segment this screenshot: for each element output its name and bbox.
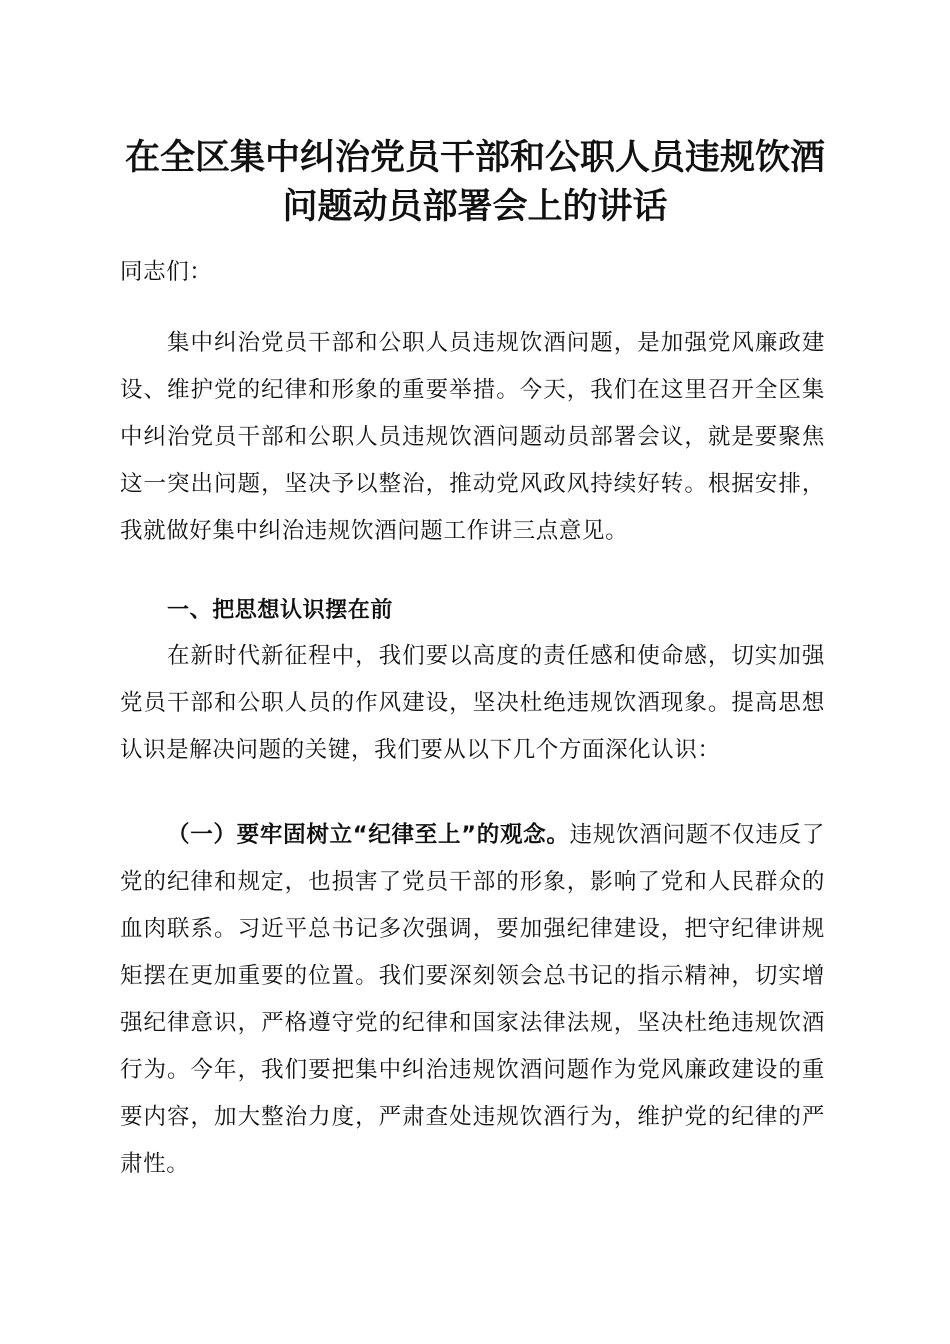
paragraph-subsection-1 — [120, 812, 825, 1188]
section-heading-1: 一、把思想认识摆在前 — [167, 598, 394, 623]
subsection-1-body: 违规饮酒问题不仅违反了党的纪律和规定，也损害了党员干部的形象，影响了党和人民群众的血肉联系。习近平总书记多次强调，要加强纪律建设，把守纪律讲规矩摆在更加重要的位置。我们要深刻领会总书记的指示精神，切实增强纪律意识，严格遵守党的纪律和国家法律法规，坚决杜绝违规饮酒行为。今年，我们要把集中纠治违规饮酒问题作为党风廉政建设的重要内容，加大整治力度，严肃查处违规饮酒行为，维护党的纪律的严肃性。 — [120, 822, 825, 1177]
document-title-line-2: 问题动员部署会上的讲话 — [282, 187, 668, 227]
greeting: 同志们： — [120, 259, 213, 285]
document-title-line-1: 在全区集中纠治党员干部和公职人员违规饮酒 — [124, 138, 825, 178]
paragraph-intro: 集中纠治党员干部和公职人员违规饮酒问题，是加强党风廉政建设、维护党的纪律和形象的重要举措。今天，我们在这里召开全区集中纠治党员干部和公职人员违规饮酒问题动员部署会议，就是要聚焦这一突出问题，坚决予以整治，推动党风政风持续好转。根据安排，我就做好集中纠治违规饮酒问题工作讲三点意见。 — [120, 330, 825, 544]
paragraph-section-1: 在新时代新征程中，我们要以高度的责任感和使命感，切实加强党员干部和公职人员的作风建设，坚决杜绝违规饮酒现象。提高思想认识是解决问题的关键，我们要从以下几个方面深化认识： — [120, 643, 825, 763]
subsection-heading-1: （一）要牢固树立“纪律至上”的观念。 — [167, 822, 570, 848]
